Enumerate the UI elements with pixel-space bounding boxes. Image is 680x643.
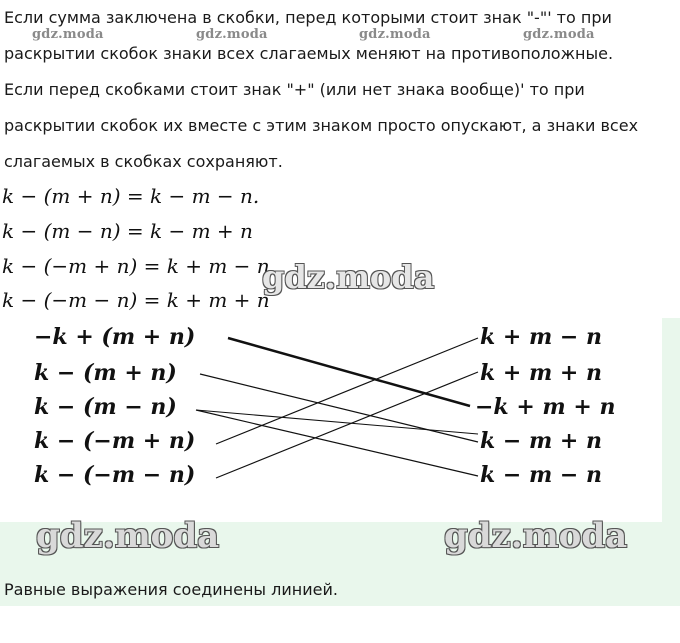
right-expr-1: k + m − n — [480, 324, 603, 350]
formula-4: k − (−m − n) = k + m + n — [2, 288, 270, 312]
watermark-small-2: gdz.moda — [196, 27, 268, 42]
watermark-small-1: gdz.moda — [32, 27, 104, 42]
right-expr-3: −k + m + n — [475, 394, 616, 420]
caption: Равные выражения соединены линией. — [4, 580, 338, 599]
right-expr-5: k − m − n — [480, 462, 603, 488]
formula-3: k − (−m + n) = k + m − n — [2, 254, 270, 278]
watermark-small-4: gdz.moda — [523, 27, 595, 42]
left-expr-3: k − (m − n) — [34, 394, 177, 420]
matching-lines — [0, 318, 662, 522]
left-expr-2: k − (m + n) — [34, 360, 177, 386]
match-line-3 — [196, 410, 478, 476]
rule-line-1: Если сумма заключена в скобки, перед которыми стоит знак "-"' то при — [4, 8, 612, 27]
watermark-small-3: gdz.moda — [359, 27, 431, 42]
match-line-4 — [216, 338, 478, 444]
match-line-3b — [196, 410, 478, 434]
right-expr-2: k + m + n — [480, 360, 603, 386]
rule-line-3: Если перед скобками стоит знак "+" (или нет знака вообще)' то при — [4, 80, 585, 99]
rule-line-4: раскрытии скобок их вместе с этим знаком просто опускают, а знаки всех — [4, 116, 639, 135]
watermark-large-left: gdz.moda — [36, 516, 220, 556]
formula-2: k − (m − n) = k − m + n — [2, 219, 253, 243]
match-line-1 — [228, 338, 470, 406]
formula-1: k − (m + n) = k − m − n. — [2, 184, 260, 208]
left-expr-4: k − (−m + n) — [34, 428, 196, 454]
right-expr-4: k − m + n — [480, 428, 603, 454]
rule-line-5: слагаемых в скобках сохраняют. — [4, 152, 283, 171]
watermark-large-right: gdz.moda — [444, 516, 628, 556]
rule-line-2: раскрытии скобок знаки всех слагаемых меняют на противоположные. — [4, 44, 614, 63]
left-expr-5: k − (−m − n) — [34, 462, 196, 488]
match-line-2 — [200, 374, 478, 442]
watermark-formulas: gdz.moda — [262, 258, 435, 296]
left-expr-1: −k + (m + n) — [34, 324, 196, 350]
